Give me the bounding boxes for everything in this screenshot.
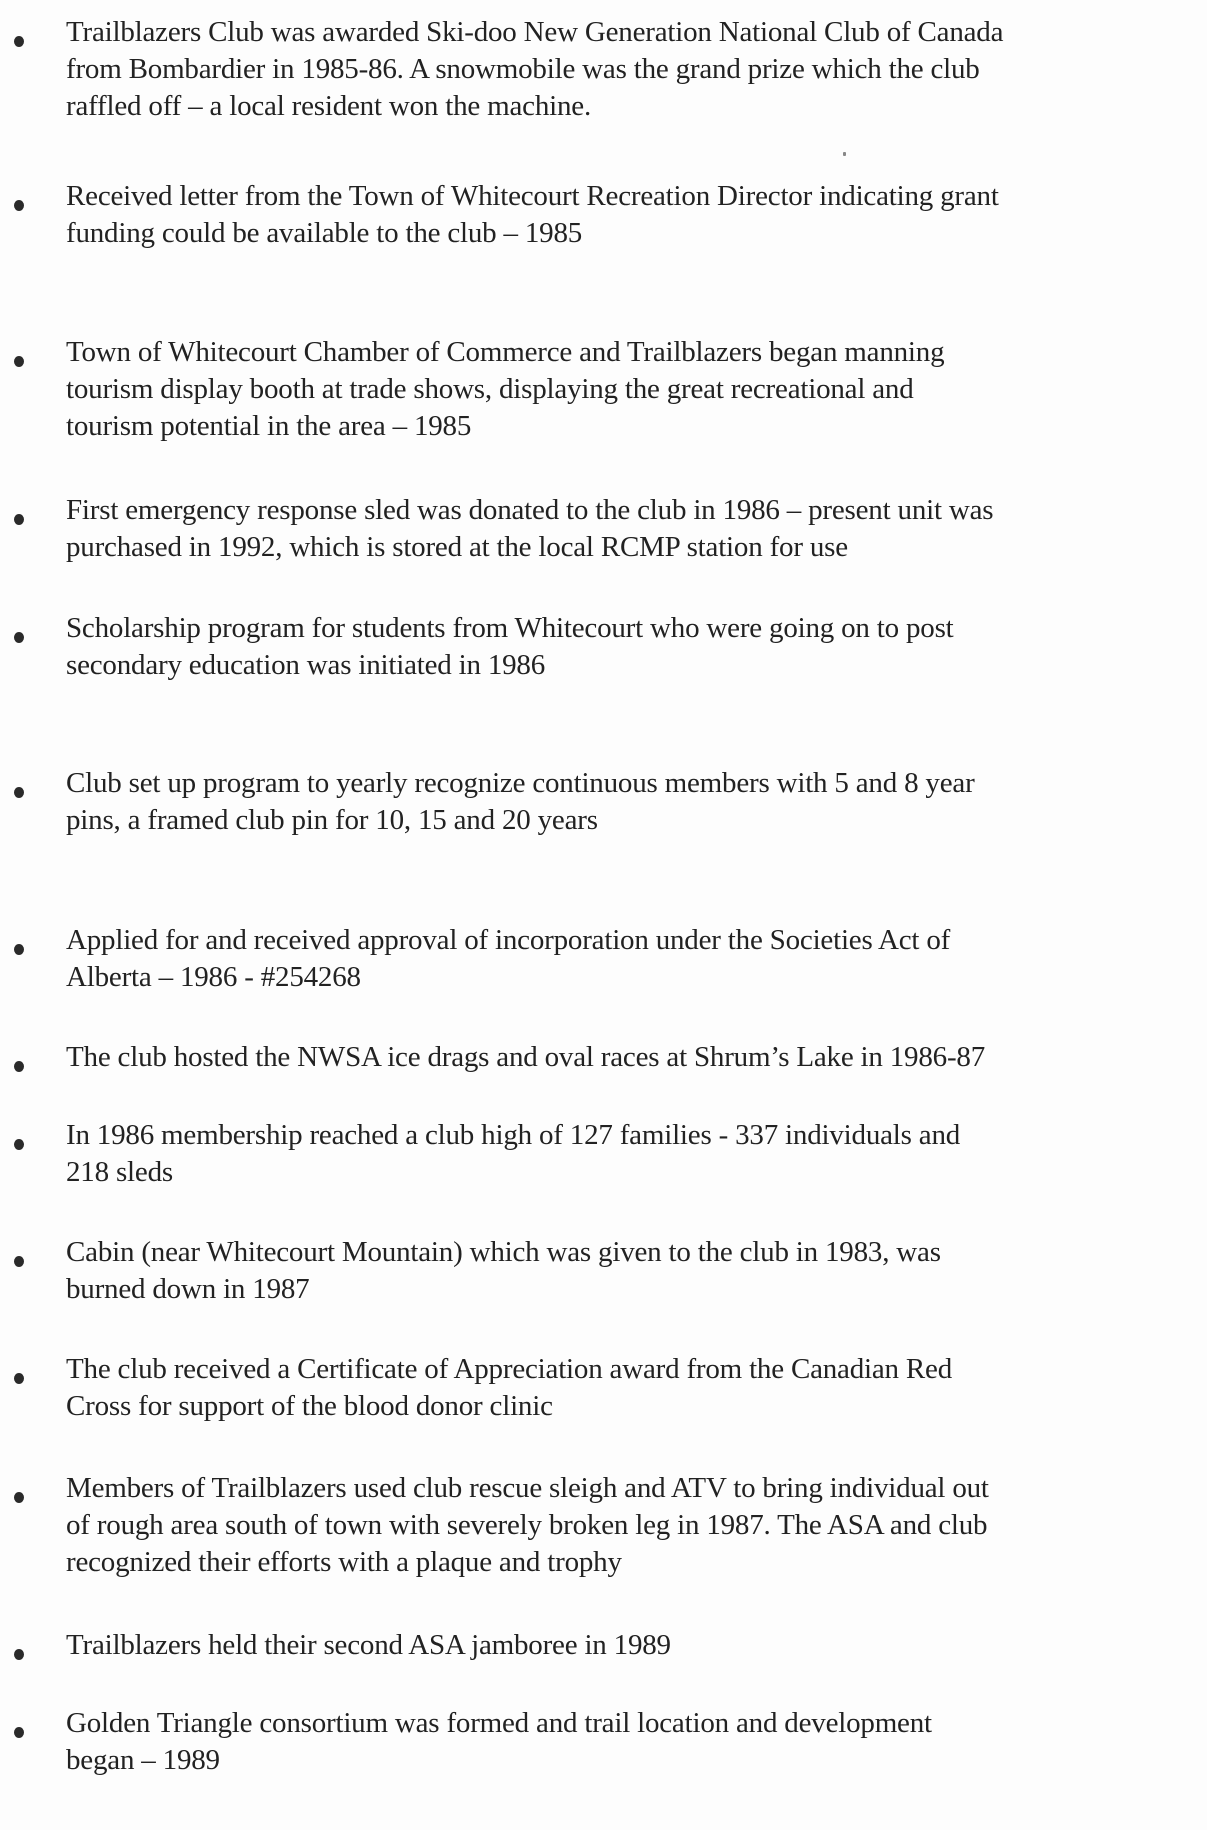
bullet-icon (14, 1139, 24, 1150)
bullet-icon (14, 1373, 24, 1384)
list-item-text: First emergency response sled was donated to the club in 1986 – present unit was purchased in 1992, which is stored at the local RCMP station for use (66, 494, 994, 563)
bullet-icon (14, 944, 24, 955)
scan-speck (843, 152, 846, 156)
bullet-icon (14, 787, 24, 798)
list-item-text: The club received a Certificate of Appreciation award from the Canadian Red Cross for support of the blood donor clinic (66, 1353, 953, 1422)
list-item-text: Golden Triangle consortium was formed and trail location and development began – 1989 (66, 1707, 932, 1776)
list-item-text: Applied for and received approval of incorporation under the Societies Act of Alberta – 1986 - #254268 (66, 924, 951, 993)
bullet-icon (14, 632, 24, 643)
bullet-icon (14, 1727, 24, 1738)
list-item-text: Cabin (near Whitecourt Mountain) which was given to the club in 1983, was burned down in 1987 (66, 1236, 941, 1305)
bullet-icon (14, 1492, 24, 1503)
bullet-icon (14, 1061, 24, 1072)
list-item-text: Members of Trailblazers used club rescue sleigh and ATV to bring individual out of rough area south of town with severely broken leg in 1987. The ASA and club recognized their efforts with a plaque and trophy (66, 1472, 989, 1578)
bullet-icon (14, 36, 24, 47)
list-item-text: Received letter from the Town of Whitecourt Recreation Director indicating grant funding could be available to the club – 1985 (66, 180, 999, 249)
list-item-text: Town of Whitecourt Chamber of Commerce and Trailblazers began manning tourism display booth at trade shows, displaying the great recreational and tourism potential in the area – 1985 (66, 336, 945, 442)
bullet-icon (14, 1649, 24, 1660)
bullet-icon (14, 200, 24, 211)
bullet-icon (14, 356, 24, 367)
bullet-icon (14, 514, 24, 525)
list-item-text: The club hosted the NWSA ice drags and oval races at Shrum’s Lake in 1986-87 (66, 1041, 986, 1073)
bullet-icon (14, 1256, 24, 1267)
list-item-text: Trailblazers held their second ASA jamboree in 1989 (66, 1629, 671, 1661)
list-item-text: Scholarship program for students from Whitecourt who were going on to post secondary education was initiated in 1986 (66, 612, 954, 681)
list-item-text: Trailblazers Club was awarded Ski-doo New Generation National Club of Canada from Bombardier in 1985-86. A snowmobile was the grand prize which the club raffled off – a local resident won the machine. (66, 16, 1004, 122)
list-item-text: Club set up program to yearly recognize continuous members with 5 and 8 year pins, a framed club pin for 10, 15 and 20 years (66, 767, 975, 836)
list-item-text: In 1986 membership reached a club high of 127 families - 337 individuals and 218 sleds (66, 1119, 961, 1188)
